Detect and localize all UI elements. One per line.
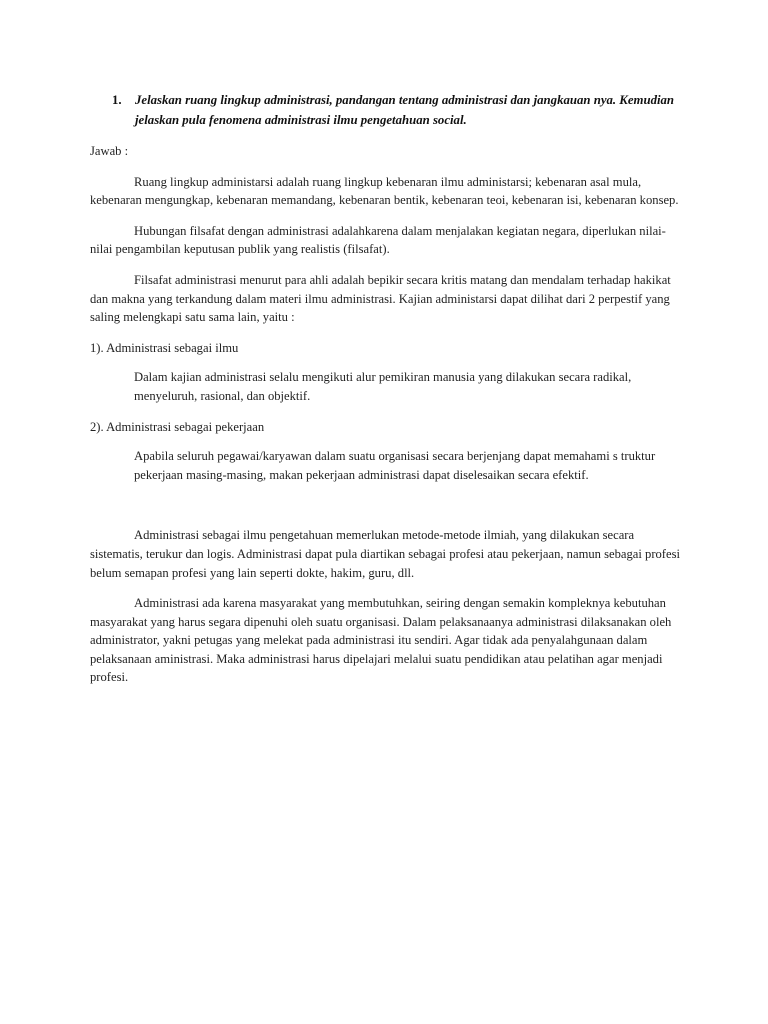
paragraph-society-need: Administrasi ada karena masyarakat yang membutuhkan, seiring dengan semakin kompleknya kebutuhan masyarakat yang harus segara dipenuhi oleh suatu organisasi. Dalam pelaksanaanya administrasi dilaksanakan oleh administrator, yakni petugas yang melekat pada administrasi itu sendiri. Agar tidak ada penyalahgunaan dalam pelaksanaan aministrasi. Maka administrasi harus dipelajari melalui suatu pendidikan atau pelatihan agar menjadi profesi. [90, 596, 672, 685]
section-body-science: Dalam kajian administrasi selalu mengikuti alur pemikiran manusia yang dilakukan secara radikal, menyeluruh, rasional, dan objektif. [134, 370, 632, 403]
question-item [90, 90, 680, 130]
spacer [90, 496, 680, 526]
document-page [90, 90, 680, 699]
section-heading-science: 1). Administrasi sebagai ilmu [90, 340, 239, 355]
paragraph-philosophy-relation: Hubungan filsafat dengan administrasi adalahkarena dalam menjalakan kegiatan negara, diperlukan nilai-nilai pengambilan keputusan publik yang realistis (filsafat). [90, 223, 666, 257]
paragraph-scope: Ruang lingkup administarsi adalah ruang lingkup kebenaran ilmu administarsi; kebenaran asal mula, kebenaran mengungkap, kebenaran memandang, kebenaran bentik, kebenaran teoi, kebenaran isi, kebenaran konsep. [90, 174, 679, 208]
answer-label: Jawab : [90, 144, 129, 158]
section-body-work: Apabila seluruh pegawai/karyawan dalam suatu organisasi secara berjenjang dapat memahami s truktur pekerjaan masing-masing, makan pekerjaan administrasi dapat diselesaikan secara efektif. [134, 449, 656, 482]
paragraph-science-method: Administrasi sebagai ilmu pengetahuan memerlukan metode-metode ilmiah, yang dilakukan secara sistematis, terukur dan logis. Administrasi dapat pula diartikan sebagai profesi atau pekerjaan, namun sebagai profesi belum semapan profesi yang lain seperti dokte, hakim, guru, dll. [90, 528, 680, 580]
question-text: Jelaskan ruang lingkup administrasi, pandangan tentang administrasi dan jangkauan nya. Kemudian jelaskan pula fenomena administrasi ilmu pengetahuan social. [135, 93, 675, 127]
paragraph-philosophy-definition: Filsafat administrasi menurut para ahli adalah bepikir secara kritis matang dan mendalam terhadap hakikat dan makna yang terkandung dalam materi ilmu administrasi. Kajian administarsi dapat dilihat dari 2 perpestif yang saling melengkapi satu sama lain, yaitu : [90, 272, 671, 325]
question-number: 1. [112, 93, 122, 107]
section-heading-work: 2). Administrasi sebagai pekerjaan [90, 419, 265, 434]
